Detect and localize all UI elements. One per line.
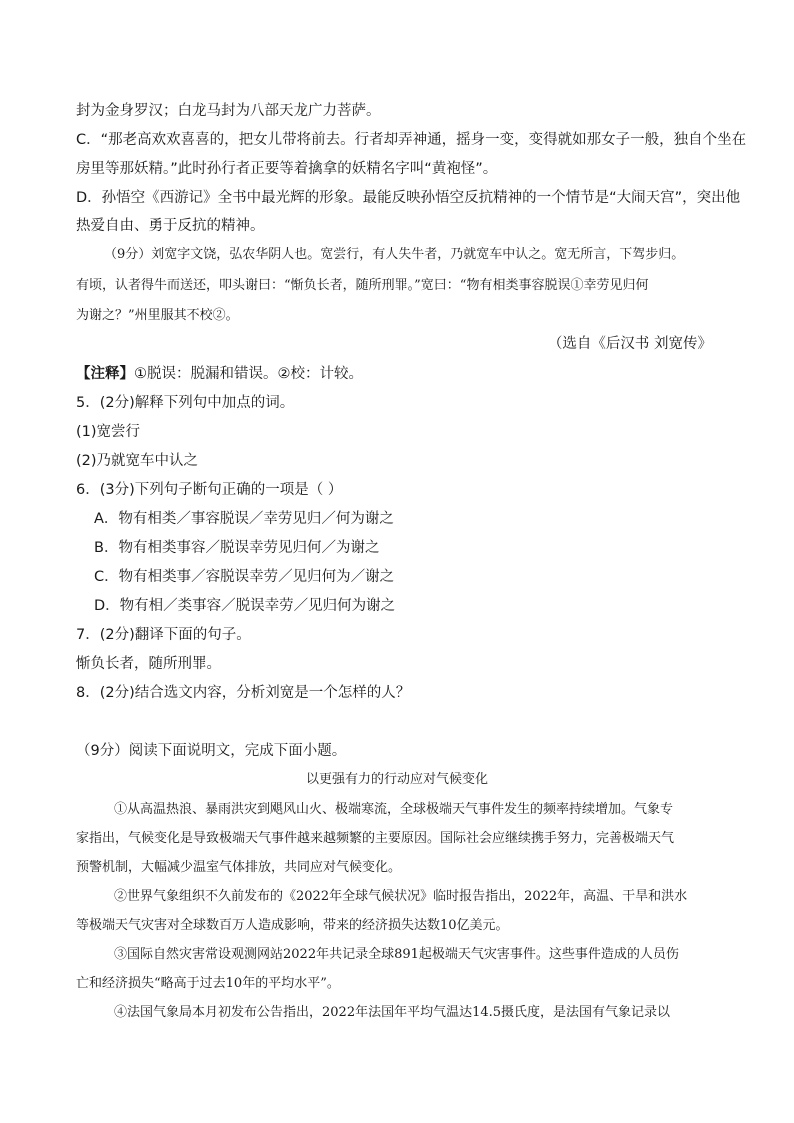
question-6-option-b: B．物有相类事容／脱误幸劳见归何／为谢之 — [94, 540, 380, 556]
article-p1-line-1: ①从高温热浪、暴雨洪灾到飓风山火、极端寒流，全球极端天气事件发生的频率持续增加。气象专 — [114, 802, 674, 817]
question-6: 6．(3分)下列句子断句正确的一项是（ ） — [76, 482, 343, 498]
classical-text-line-1: （9分）刘宽字文饶，弘农华阴人也。宽尝行，有人失牛者，乃就宽车中认之。宽无所言，下驾步归。 — [104, 247, 685, 262]
article-p1-line-3: 预警机制，大幅减少温室气体排放，共同应对气候变化。 — [76, 860, 402, 875]
text-line: 封为金身罗汉；白龙马封为八部天龙广力菩萨。 — [76, 103, 381, 119]
option-c-line-2: 房里等那妖精。”此时孙行者正要等着擒拿的妖精名字叫“黄袍怪”。 — [76, 161, 498, 177]
article-p3-line-1: ③国际自然灾害常设观测网站2022年共记录全球891起极端天气灾害事件。这些事件造成的人员伤 — [114, 947, 679, 962]
option-d-line-1: D．孙悟空《西游记》全书中最光辉的形象。最能反映孙悟空反抗精神的一个情节是“大闹天宫”，突出他 — [76, 190, 741, 206]
question-6-option-c: C．物有相类事／容脱误幸劳／见归何为／谢之 — [94, 569, 395, 585]
question-7: 7．(2分)翻译下面的句子。 — [76, 627, 251, 643]
article-intro: （9分）阅读下面说明文，完成下面小题。 — [76, 743, 347, 759]
question-6-option-d: D．物有相／类事容／脱误幸劳／见归何为谢之 — [94, 598, 396, 614]
classical-text-line-3: 为谢之？”州里服其不校②。 — [76, 308, 239, 323]
article-p1-line-2: 家指出，气候变化是导致极端天气事件越来越频繁的主要原因。国际社会应继续携手努力，完善极端天气 — [76, 831, 675, 846]
article-p4-line-1: ④法国气象局本月初发布公告指出，2022年法国年平均气温达14.5摄氏度，是法国有气象记录以 — [114, 1005, 671, 1020]
classical-text-line-2: 有顷，认者得牛而送还，叩头谢曰：“惭负长者，随所刑罪。”宽曰：“物有相类事容脱误①幸劳见归何 — [76, 278, 649, 293]
question-6-option-a: A．物有相类／事容脱误／幸劳见归／何为谢之 — [94, 511, 394, 527]
article-p2-line-2: 等极端天气灾害对全球数百万人造成影响，带来的经济损失达数10亿美元。 — [76, 918, 509, 933]
source-citation: （选自《后汉书 刘宽传》 — [547, 336, 712, 352]
annotation-text: ①脱误：脱漏和错误。②校：计较。 — [134, 366, 363, 382]
question-5-item-1: (1)宽尝行 — [76, 424, 141, 440]
annotation — [76, 364, 363, 384]
annotation-label: 【注释】 — [76, 366, 134, 382]
question-5: 5．(2分)解释下列句中加点的词。 — [76, 395, 295, 411]
article-p2-line-1: ②世界气象组织不久前发布的《2022年全球气候状况》临时报告指出，2022年，高温、干旱和洪水 — [114, 889, 688, 904]
option-c-line-1: C．“那老高欢欢喜喜的，把女儿带将前去。行者却弄神通，摇身一变，变得就如那女子一般，独自个坐在 — [76, 132, 747, 148]
question-5-item-2: (2)乃就宽车中认之 — [76, 453, 199, 469]
article-p3-line-2: 亡和经济损失“略高于过去10年的平均水平”。 — [76, 976, 340, 991]
question-7-sentence: 惭负长者，随所刑罪。 — [76, 656, 221, 672]
question-8: 8．(2分)结合选文内容，分析刘宽是一个怎样的人？ — [76, 685, 411, 701]
option-d-line-2: 热爱自由、勇于反抗的精神。 — [76, 218, 265, 234]
article-title: 以更强有力的行动应对气候变化 — [305, 772, 488, 787]
